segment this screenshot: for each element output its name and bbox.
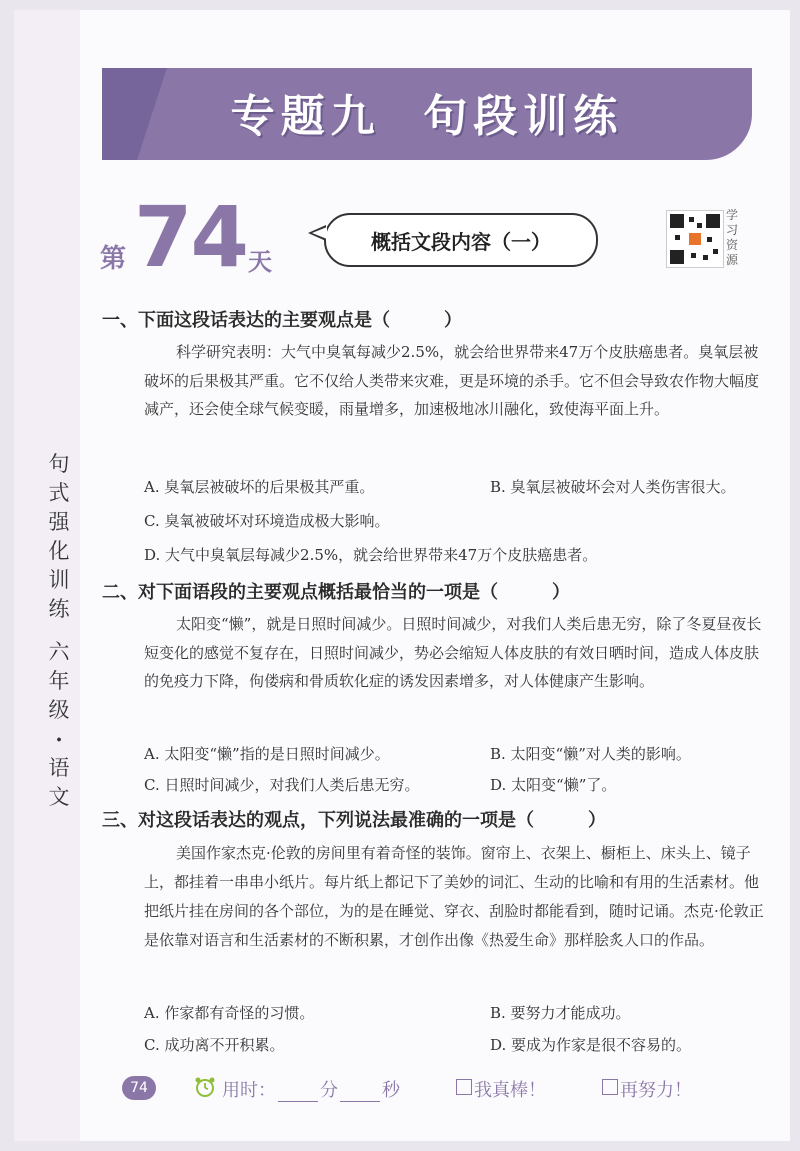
chapter-title: 专题九 句段训练 bbox=[230, 91, 624, 142]
question-3-option-c[interactable]: C. 成功离不开积累。 bbox=[144, 1036, 285, 1054]
side-running-title: 句 式 强 化 训 练 六 年 级 · 语 文 bbox=[48, 452, 70, 809]
question-2-option-c[interactable]: C. 日照时间减少，对我们人类后患无穷。 bbox=[144, 776, 420, 794]
question-3-option-b[interactable]: B. 要努力才能成功。 bbox=[490, 1004, 631, 1022]
question-2-passage: 太阳变“懒”，就是日照时间减少。日照时间减少，对我们人类后患无穷，除了冬夏昼夜长短变化的感觉不复存在，日照时间减少，势必会缩短人体皮肤的有效日晒时间，造成人体皮肤的免疫力下降，佝偻病和骨质软化症的诱发因素增多，对人体健康产生影响。 bbox=[144, 615, 762, 690]
question-2-option-a[interactable]: A. 太阳变“懒”指的是日照时间减少。 bbox=[144, 745, 390, 763]
question-1-option-b[interactable]: B. 臭氧层被破坏会对人类伤害很大。 bbox=[490, 478, 736, 496]
question-1-passage: 科学研究表明：大气中臭氧每减少2.5%，就会给世界带来47万个皮肤癌患者。臭氧层被破坏的后果极其严重。它不仅给人类带来灾难，更是环境的杀手。它不但会导致农作物大幅度减产，还会使全球气候变暖，雨量增多，加速极地冰川融化，致使海平面上升。 bbox=[144, 343, 760, 418]
question-2-option-d[interactable]: D. 太阳变“懒”了。 bbox=[490, 776, 617, 794]
qr-logo-icon bbox=[689, 233, 701, 245]
question-1-option-c[interactable]: C. 臭氧被破坏对环境造成极大影响。 bbox=[144, 512, 390, 530]
great-checkbox[interactable] bbox=[456, 1079, 472, 1095]
minutes-blank[interactable] bbox=[278, 1083, 318, 1102]
minute-unit: 分 bbox=[320, 1080, 338, 1101]
question-3-option-a[interactable]: A. 作家都有奇怪的习惯。 bbox=[144, 1004, 315, 1022]
chapter-banner bbox=[102, 68, 752, 160]
time-label: 用时： bbox=[222, 1080, 276, 1101]
try-harder-checkbox[interactable] bbox=[602, 1079, 618, 1095]
second-unit: 秒 bbox=[382, 1080, 400, 1101]
day-number: 74 bbox=[134, 188, 247, 286]
question-3-heading: 三、对这段话表达的观点，下列说法最准确的一项是（ ） bbox=[102, 810, 606, 831]
workbook-page bbox=[14, 10, 790, 1141]
day-prefix: 第 bbox=[100, 244, 127, 274]
topic-speech-bubble bbox=[324, 213, 598, 267]
topic-title: 概括文段内容（一） bbox=[371, 230, 551, 254]
question-1-option-d[interactable]: D. 大气中臭氧层每减少2.5%，就会给世界带来47万个皮肤癌患者。 bbox=[144, 546, 598, 564]
question-3-option-d[interactable]: D. 要成为作家是很不容易的。 bbox=[490, 1036, 692, 1054]
question-2-option-b[interactable]: B. 太阳变“懒”对人类的影响。 bbox=[490, 745, 691, 763]
question-3-passage: 美国作家杰克·伦敦的房间里有着奇怪的装饰。窗帘上、衣架上、橱柜上、床头上、镜子上，都挂着一串串小纸片。每片纸上都记下了美妙的词汇、生动的比喻和有用的生活素材。他把纸片挂在房间的各个部位，为的是在睡觉、穿衣、刮脸时都能看到，随时记诵。杰克·伦敦正是依靠对语言和生活素材的不断积累，才创作出像《热爱生命》那样脍炙人口的作品。 bbox=[144, 844, 764, 949]
qr-code-icon[interactable] bbox=[666, 210, 724, 268]
day-suffix: 天 bbox=[248, 247, 272, 276]
qr-label: 学 习 资 源 bbox=[726, 208, 739, 267]
try-harder-label: 再努力！ bbox=[620, 1080, 692, 1101]
page-number-badge: 74 bbox=[122, 1076, 156, 1100]
seconds-blank[interactable] bbox=[340, 1083, 380, 1102]
question-2-heading: 二、对下面语段的主要观点概括最恰当的一项是（ ） bbox=[102, 582, 570, 603]
question-1-option-a[interactable]: A. 臭氧层被破坏的后果极其严重。 bbox=[144, 478, 375, 496]
question-1-heading: 一、下面这段话表达的主要观点是（ ） bbox=[102, 310, 462, 331]
great-label: 我真棒！ bbox=[474, 1080, 546, 1101]
time-spent-field bbox=[222, 1076, 400, 1102]
alarm-clock-icon bbox=[194, 1076, 216, 1098]
